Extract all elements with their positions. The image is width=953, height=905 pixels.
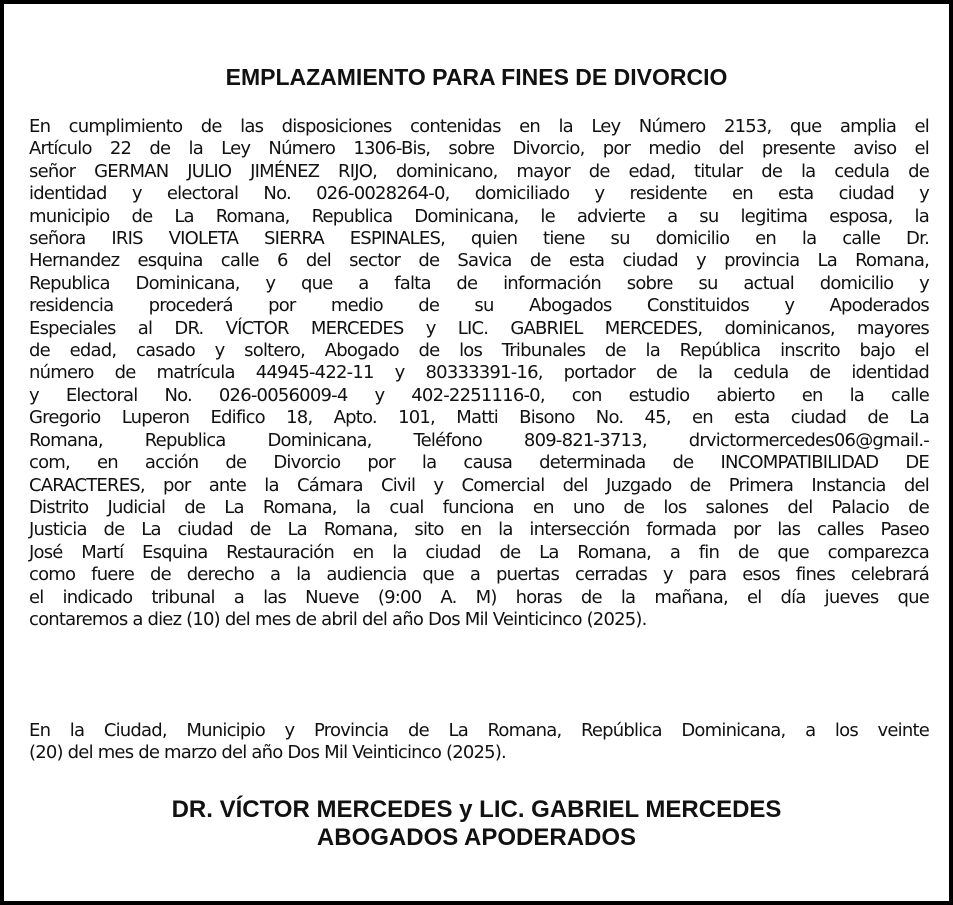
body-line: identidad y electoral No. 026-0028264-0, domiciliado y residente en esta ciudad y [29, 183, 929, 205]
body-line: Gregorio Luperon Edifico 18, Apto. 101, Matti Bisono No. 45, en esta ciudad de La [29, 407, 929, 429]
body-line: CARACTERES, por ante la Cámara Civil y Comercial del Juzgado de Primera Instancia del [29, 474, 929, 496]
body-line: número de matrícula 44945-422-11 y 80333391-16, portador de la cedula de identidad [29, 362, 929, 384]
body-line: contaremos a diez (10) del mes de abril del año Dos Mil Veinticinco (2025). [29, 608, 647, 630]
signature-names: DR. VÍCTOR MERCEDES y LIC. GABRIEL MERCEDES [171, 796, 782, 823]
body-line: Republica Dominicana, y que a falta de información sobre su actual domicilio y [29, 272, 929, 294]
body-line: Distrito Judicial de La Romana, la cual funciona en uno de los salones del Palacio de [29, 496, 929, 518]
body-line: Especiales al DR. VÍCTOR MERCEDES y LIC. GABRIEL MERCEDES, dominicanos, mayores [29, 317, 929, 339]
body-line: el indicado tribunal a las Nueve (9:00 A. M) horas de la mañana, el día jueves que [29, 586, 929, 608]
body-line: señora IRIS VIOLETA SIERRA ESPINALES, quien tiene su domicilio en la calle Dr. [29, 228, 929, 250]
body-line: municipio de La Romana, Republica Dominicana, le advierte a su legitima esposa, la [29, 205, 929, 227]
body-line: Romana, Republica Dominicana, Teléfono 809-821-3713, drvictormercedes06@gmail.- [29, 429, 929, 451]
signature-block [4, 796, 949, 852]
body-line: señor GERMAN JULIO JIMÉNEZ RIJO, dominicano, mayor de edad, titular de la cedula de [29, 160, 929, 182]
body-line: Justicia de La ciudad de La Romana, sito en la intersección formada por las calles Paseo [29, 519, 929, 541]
date-line: En la Ciudad, Municipio y Provincia de La Romana, República Dominicana, a los veinte [29, 720, 929, 741]
date-paragraph [29, 720, 929, 765]
body-line: como fuere de derecho a la audiencia que a puertas cerradas y para esos fines celebrará [29, 564, 929, 586]
body-line: Hernandez esquina calle 6 del sector de Savica de esta ciudad y provincia La Romana, [29, 250, 929, 272]
body-line: En cumplimiento de las disposiciones contenidas en la Ley Número 2153, que amplia el [29, 116, 929, 137]
body-line: com, en acción de Divorcio por la causa determinada de INCOMPATIBILIDAD DE [29, 452, 929, 474]
body-paragraph [29, 116, 929, 631]
notice-body [29, 116, 929, 631]
signature-role: ABOGADOS APODERADOS [316, 824, 637, 851]
body-line: y Electoral No. 026-0056009-4 y 402-2251116-0, con estudio abierto en la calle [29, 384, 929, 406]
body-line: Artículo 22 de la Ley Número 1306-Bis, sobre Divorcio, por medio del presente aviso el [29, 138, 929, 160]
body-line: residencia procederá por medio de su Abogados Constituidos y Apoderados [29, 295, 929, 317]
body-line: José Martí Esquina Restauración en la ciudad de La Romana, a fin de que comparezca [29, 541, 929, 563]
date-line: (20) del mes de marzo del año Dos Mil Veinticinco (2025). [29, 742, 506, 764]
notice-title: EMPLAZAMIENTO PARA FINES DE DIVORCIO [225, 64, 728, 90]
body-line: de edad, casado y soltero, Abogado de los Tribunales de la República inscrito bajo el [29, 340, 929, 362]
